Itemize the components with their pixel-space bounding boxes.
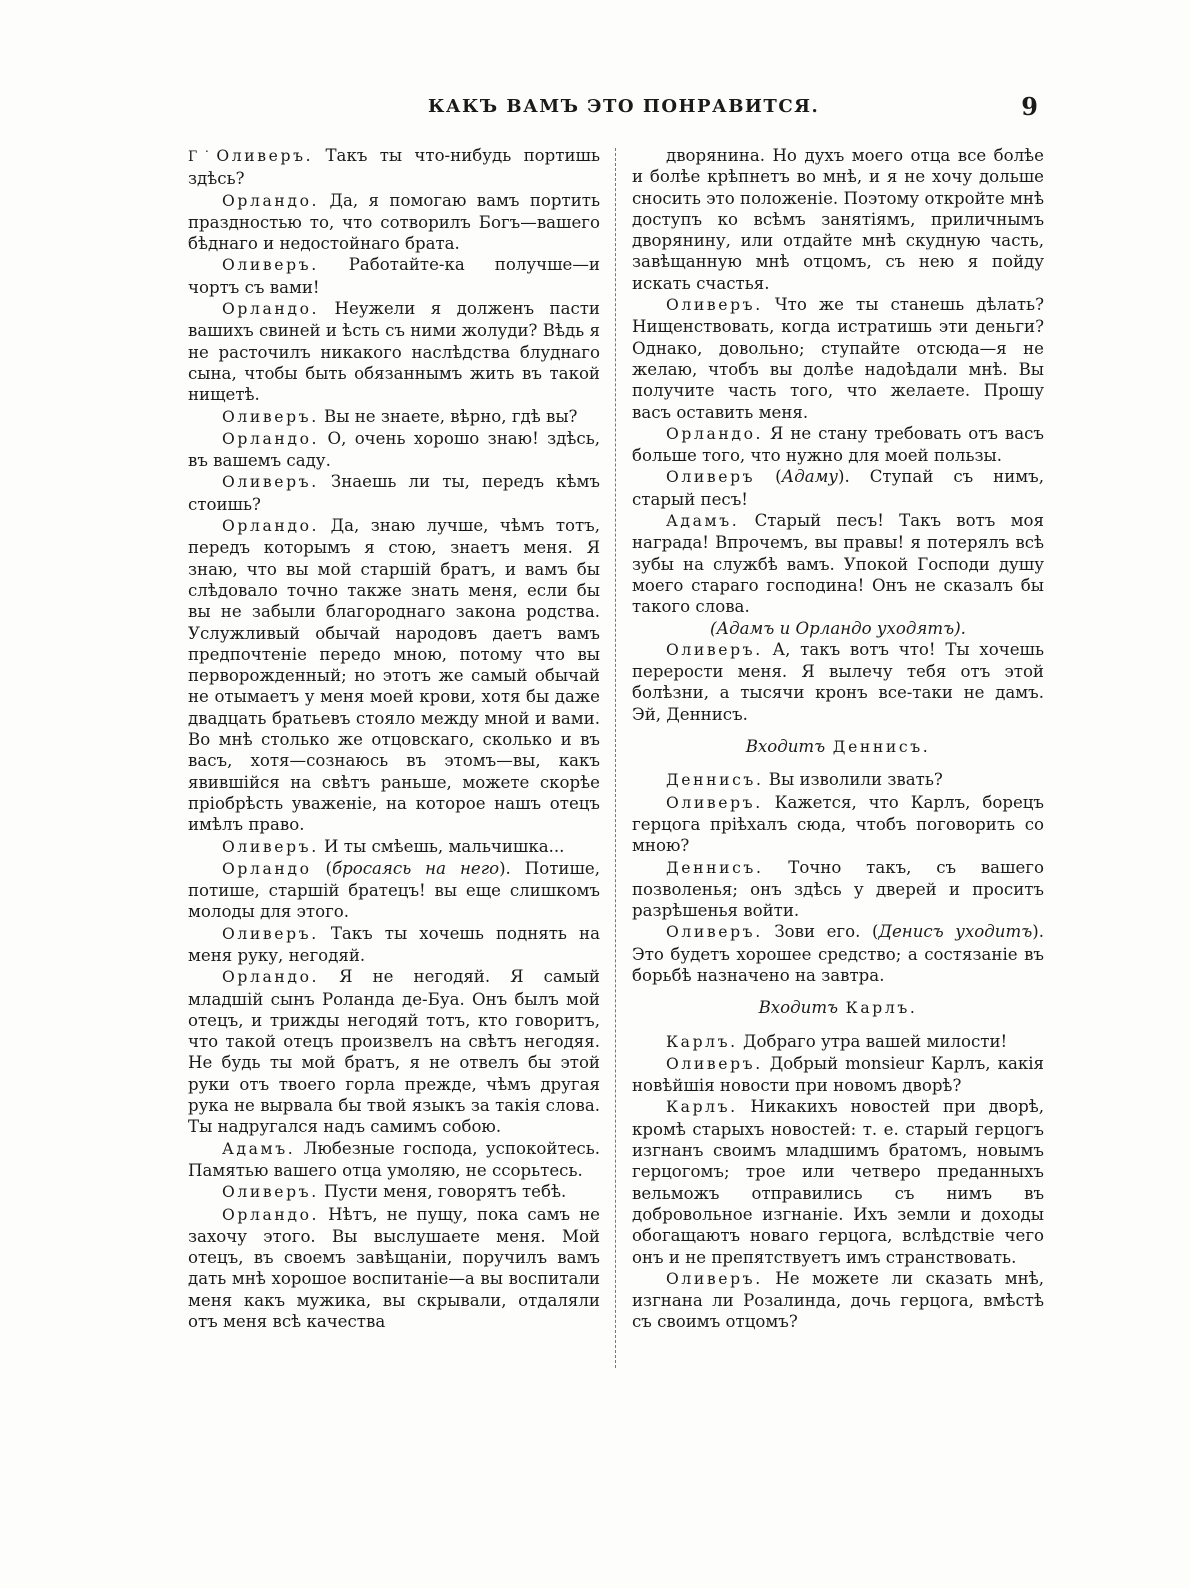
speech-line: [188, 1138, 600, 1182]
entrance-name: Деннисъ.: [825, 738, 931, 757]
speech-line: [188, 923, 600, 967]
speech-line: [632, 1096, 1044, 1267]
speaker-name: Оливеръ.: [222, 837, 319, 856]
speech-line: [632, 294, 1044, 423]
speech-text: Пусти меня, говорятъ тебѣ.: [318, 1182, 567, 1202]
entrance-line: [632, 997, 1044, 1019]
speech-text: Никакихъ новостей при дворѣ, кромѣ старыхъ новостей: т. е. старый герцогъ изгнанъ своимъ младшимъ братомъ, новымъ герцогомъ; трое или четверо преданныхъ вельможъ отправились съ нимъ въ добровольное изгнаніе. Ихъ земли и доходы обогащаютъ новаго герцога, вслѣдствіе чего онъ и не препятствуетъ имъ странствовать.: [632, 1097, 1044, 1267]
speech-line: [188, 1204, 600, 1333]
speaker-name: Оливеръ.: [666, 923, 763, 942]
speech-line: [188, 515, 600, 835]
speech-line: [188, 145, 600, 190]
speaker-name: Деннисъ.: [666, 771, 764, 790]
speech-line: [188, 406, 600, 428]
speaker-name: Оливеръ.: [222, 1183, 319, 1202]
speaker-name: Оливеръ.: [666, 640, 763, 659]
speech-line: [188, 836, 600, 858]
speech-line: Орландо (бросаясь на него). Потише, потише, старшій братецъ! вы еще слишкомъ молоды для этого.: [188, 858, 600, 922]
speech-text: О, очень хорошо знаю! здѣсь, въ вашемъ саду.: [188, 428, 600, 471]
speaker-name: Оливеръ.: [666, 1054, 763, 1073]
speech-line: [188, 471, 600, 515]
speech-continuation: [632, 145, 1044, 294]
speaker-name: Орландо.: [222, 517, 320, 536]
speech-text: Что же ты станешь дѣлать? Нищенствовать, когда истратишь эти деньги? Однако, довольно; ступайте отсюда—я не желаю, чтобъ вы долѣе надоѣдали мнѣ. Вы получите часть того, что желаете. Прошу васъ оставить меня.: [632, 295, 1044, 422]
speech-text: Точно такъ, съ вашего позволенья; онъ здѣсь у дверей и проситъ разрѣшенья войти.: [632, 857, 1044, 921]
speech-text: Не можете ли сказать мнѣ, изгнана ли Розалинда, дочь герцога, вмѣстѣ съ своимъ отцомъ?: [632, 1268, 1044, 1332]
speech-text: Такъ ты хочешь поднять на меня руку, негодяй.: [188, 923, 600, 965]
speech-line: Оливеръ (Адаму). Ступай съ нимъ, старый песъ!: [632, 467, 1045, 509]
speech-line: [188, 428, 600, 472]
speech-text: Кажется, что Карлъ, борецъ герцога пріѣхалъ сюда, чтобъ поговорить со мною?: [632, 792, 1044, 856]
inline-stage-direction: Адаму: [781, 467, 839, 487]
speech-line: [632, 639, 1044, 725]
speech-line: [632, 1268, 1044, 1333]
speaker-name: Карлъ.: [666, 1032, 738, 1051]
speech-line: [188, 298, 600, 405]
speech-line: [188, 966, 600, 1137]
speech-text: А, такъ вотъ что! Ты хочешь перерости меня. Я вылечу тебя отъ этой болѣзни, а тысячи кронъ все-таки не дамъ. Эй, Деннисъ.: [632, 639, 1044, 724]
speech-line: [188, 254, 600, 298]
right-column: [632, 145, 1044, 1333]
speech-text: Знаешь ли ты, передъ кѣмъ стоишь?: [188, 472, 600, 514]
speech-text: Ступай съ нимъ, старый песъ!: [632, 467, 1045, 509]
entrance-name: Карлъ.: [838, 999, 918, 1018]
speaker-name: Оливеръ.: [222, 256, 319, 275]
speech-text: Вы изволили звать?: [763, 770, 943, 790]
speaker-name: Орландо: [222, 859, 312, 878]
page-number: 9: [1021, 92, 1038, 121]
speech-line: [632, 792, 1044, 857]
speaker-name: Деннисъ.: [666, 858, 764, 877]
column-divider: [615, 148, 617, 1368]
speaker-name: Орландо.: [222, 968, 320, 987]
entrance-word: Входитъ: [758, 998, 839, 1018]
speaker-name: Оливеръ.: [666, 793, 763, 812]
speaker-name: Орландо.: [222, 429, 320, 448]
speech-line: [632, 769, 1044, 791]
speech-text: Работайте-ка получше—и чортъ съ вами!: [188, 255, 600, 297]
speaker-name: Орландо.: [222, 300, 320, 319]
speech-line: [632, 423, 1044, 467]
speaker-name: Оливеръ.: [222, 473, 319, 492]
speech-line: [632, 857, 1044, 922]
speech-text: Я не стану требовать отъ васъ больше того, что нужно для моей пользы.: [632, 423, 1044, 466]
page-header: [188, 92, 1048, 126]
speech-text: Нѣтъ, не пущу, пока самъ не захочу этого. Вы выслушаете меня. Мой отецъ, въ своемъ завѣщаніи, поручилъ вамъ дать мнѣ хорошое воспитаніе—а вы воспитали меня какъ мужика, вы скрывали, отдаляли отъ меня всѣ качества: [188, 1204, 600, 1332]
speech-line: [632, 1053, 1044, 1097]
speech-text: Да, я помогаю вамъ портить праздностью то, что сотворилъ Богъ—вашего бѣднаго и недостойнаго брата.: [188, 190, 600, 254]
speaker-name: Оливеръ: [666, 468, 756, 487]
running-title: КАКЪ ВАМЪ ЭТО ПОНРАВИТСЯ.: [428, 96, 820, 117]
speech-line: Оливеръ. Зови его. (Денисъ уходитъ). Это будетъ хорошее средство; а состязаніе въ борьбѣ назначено на завтра.: [632, 922, 1045, 985]
speech-text: Потише, потише, старшій братецъ! вы еще слишкомъ молоды для этого.: [188, 858, 600, 922]
speech-text: Неужели я долженъ пасти вашихъ свиней и ѣсть съ ними жолуди? Вѣдь я не расточилъ никакого наслѣдства блуднаго сына, чтобы быть обязаннымъ жить въ такой нищетѣ.: [188, 299, 600, 405]
speaker-name: Орландо.: [222, 1205, 320, 1224]
entrance-line: [632, 736, 1044, 758]
speaker-name: Орландо.: [666, 424, 764, 443]
speech-text: Такъ ты что-нибудь портишь здѣсь?: [188, 146, 600, 189]
speech-line: [632, 1031, 1044, 1053]
speaker-name: Карлъ.: [666, 1098, 738, 1117]
corner-mark: Г˙: [188, 149, 217, 165]
speech-text: Да, знаю лучше, чѣмъ тотъ, передъ которымъ я стою, знаетъ меня. Я знаю, что вы мой старшій братъ, и вамъ бы слѣдовало точно также знать меня, если бы вы не забыли благороднаго закона родства. Услужливый обычай народовъ даетъ вамъ предпочтеніе передо мною, потому что вы перворожденный; но этотъ же самый обычай не отымаетъ у меня моей крови, хотя бы даже двадцать братьевъ стояло между мной и вами. Во мнѣ столько же отцовскаго, сколько и въ васъ, хотя—сознаюсь въ этомъ—вы, какъ явившійся на свѣтъ раньше, можете скорѣе пріобрѣсть уваженіе, на которое нашъ отецъ имѣлъ право.: [188, 516, 600, 835]
speech-text: Любезные господа, успокойтесь. Памятью вашего отца умоляю, не ссорьтесь.: [188, 1138, 600, 1180]
speech-line: [188, 190, 600, 255]
speaker-name: Оливеръ.: [222, 924, 319, 943]
speech-text: Это будетъ хорошее средство; а состязаніе въ борьбѣ назначено на завтра.: [632, 944, 1044, 985]
entrance-word: Входитъ: [745, 737, 826, 757]
speech-text: И ты смѣешь, мальчишка...: [318, 836, 565, 856]
speech-text: Добраго утра вашей милости!: [737, 1031, 1008, 1051]
speaker-name: Орландо.: [222, 191, 320, 210]
inline-stage-direction: Денисъ уходитъ: [878, 922, 1033, 942]
speaker-name: Адамъ.: [666, 512, 740, 531]
speaker-name: Оливеръ.: [666, 1269, 763, 1288]
speech-text: Добрый monsieur Карлъ, какія новѣйшія новости при новомъ дворѣ?: [632, 1053, 1044, 1096]
speech-line: [632, 510, 1044, 617]
speech-text: Старый песъ! Такъ вотъ моя награда! Впрочемъ, вы правы! я потерялъ всѣ зубы на службѣ вамъ. Упокой Господи душу моего стараго господина! Онъ не сказалъ бы такого слова.: [632, 511, 1044, 617]
stage-direction: (Адамъ и Орландо уходятъ).: [710, 618, 966, 638]
speaker-name: Оливеръ.: [666, 296, 763, 315]
speech-line: [188, 1181, 600, 1203]
speech-text: дворянина. Но духъ моего отца все болѣе и болѣе крѣпнетъ во мнѣ, и я не хочу дольше сносить это положеніе. Поэтому откройте мнѣ доступъ ко всѣмъ занятіямъ, приличнымъ дворянину, или отдайте мнѣ скудную часть, завѣщанную мнѣ отцомъ, съ нею я пойду искать счастья.: [632, 146, 1044, 293]
left-column: [188, 145, 600, 1332]
speech-text: Я не негодяй. Я самый младшій сынъ Роланда де-Буа. Онъ былъ мой отецъ, и трижды негодяй тотъ, кто говоритъ, что такой отецъ произвелъ на свѣтъ негодяя. Не будь ты мой братъ, я не отвелъ бы этой руки отъ твоего горла прежде, чѣмъ другая рука не вырвала бы твой языкъ за такія слова. Ты надругался надъ самимъ собою.: [188, 967, 600, 1137]
speaker-name: Оливеръ.: [222, 407, 319, 426]
speech-text: Зови его.: [762, 922, 861, 942]
speaker-name: Оливеръ.: [216, 147, 314, 165]
inline-stage-direction: бросаясь на него: [331, 858, 500, 878]
speech-text: Вы не знаете, вѣрно, гдѣ вы?: [318, 406, 578, 426]
speaker-name: Адамъ.: [222, 1139, 296, 1158]
